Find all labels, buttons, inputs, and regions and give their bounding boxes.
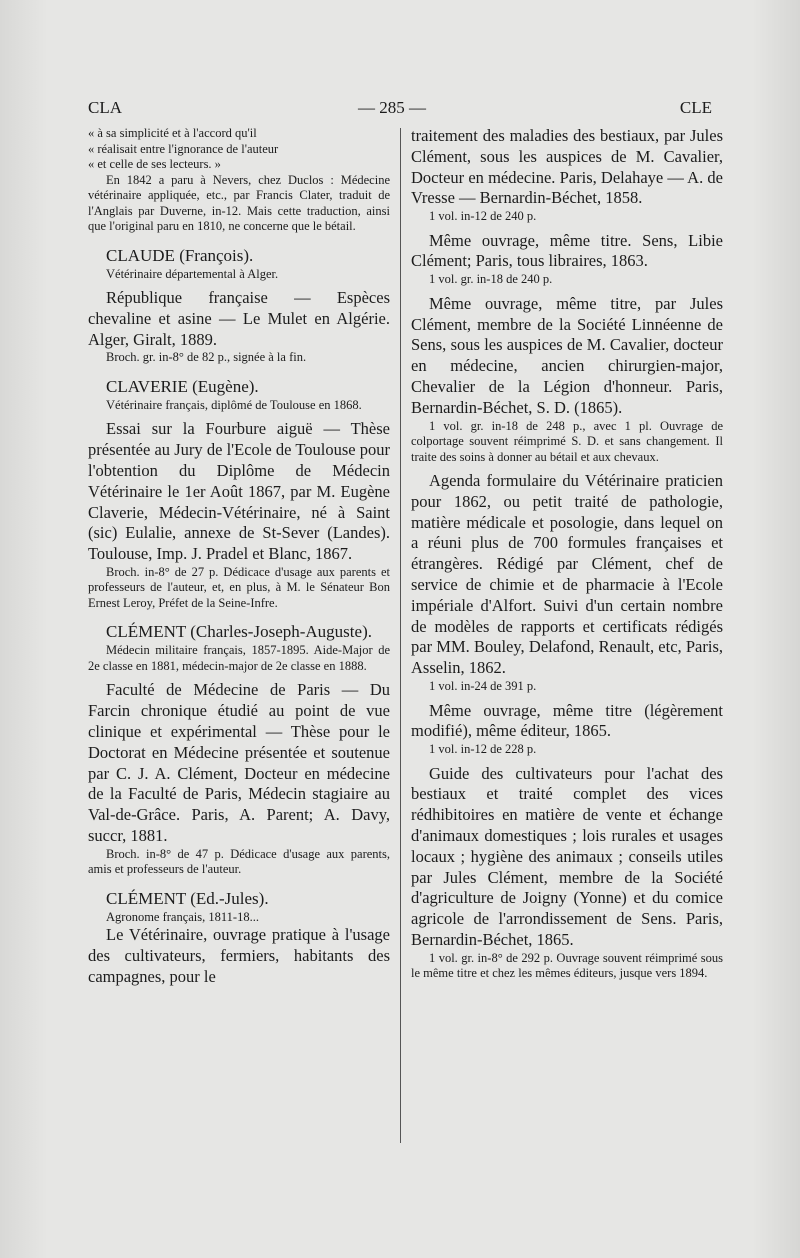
work-note: Broch. gr. in-8° de 82 p., signée à la fin.	[106, 350, 307, 365]
work-note: 1 vol. gr. in-18 de 240 p.	[429, 272, 553, 287]
work-entry: Même ouvrage, même titre. Sens, Libie Clément; Paris, tous libraires, 1863.	[411, 230, 723, 271]
quote-line: « réalisait entre l'ignorance de l'auteur	[88, 141, 279, 156]
work-entry: Le Vétérinaire, ouvrage pratique à l'usage des cultivateurs, fermiers, habitants des campagnes, pour le	[88, 925, 390, 986]
work-entry: Même ouvrage, même titre, par Jules Clément, membre de la Société Linnéenne de Sens, sous les auspices de M. Cavalier, docteur en médecine, ancien chirurgien-major, Chevalier de la Légion d'honneur. Paris, Bernardin-Béchet, S. D. (1865).	[411, 293, 723, 417]
author-description: Vétérinaire départemental à Alger.	[106, 266, 279, 281]
author-heading: CLÉMENT (Charles-Joseph-Auguste).	[106, 622, 372, 642]
author-description: Vétérinaire français, diplômé de Toulouse en 1868.	[106, 397, 362, 412]
work-entry: Même ouvrage, même titre (légèrement modifié), même éditeur, 1865.	[411, 700, 723, 741]
nevers-note: En 1842 a paru à Nevers, chez Duclos : Médecine vétérinaire appliquée, etc., par Francis Clater, traduit de l'Anglais par Duverne, in-12. Mais cette traduction, ainsi que l'original paru en 1810, ne concerne que le bétail.	[88, 172, 390, 233]
work-note: 1 vol. in-24 de 391 p.	[429, 679, 537, 694]
work-note: Broch. in-8° de 27 p. Dédicace d'usage aux parents et professeurs de l'auteur, et, en plus, à M. le Sénateur Bon Ernest Leroy, Préfet de la Seine-Infre.	[88, 564, 390, 610]
author-description: Médecin militaire français, 1857-1895. Aide-Major de 2e classe en 1881, médecin-major de 2e classe en 1888.	[88, 643, 390, 673]
quote-line: « à sa simplicité et à l'accord qu'il	[88, 126, 257, 140]
author-heading: CLAVERIE (Eugène).	[106, 376, 259, 396]
column-divider	[400, 128, 401, 1143]
work-entry: Guide des cultivateurs pour l'achat des bestiaux et traité complet des vices rédhibitoires en matière de vente et échange d'animaux domestiques ; lois rurales et usages locaux ; hygiène des animaux ; conseils utiles par Jules Clément, membre de la Société d'agriculture de Joigny (Yonne) et du comice agricole de l'arrondissement de Sens. Paris, Bernardin-Béchet, 1865.	[411, 763, 723, 949]
work-note: Broch. in-8° de 47 p. Dédicace d'usage aux parents, amis et professeurs de l'auteur.	[88, 846, 390, 877]
running-header	[88, 98, 712, 124]
work-entry: traitement des maladies des bestiaux, par Jules Clément, sous les auspices de M. Cavalier, Docteur en médecine. Paris, Delahaye — A. de Vresse — Bernardin-Béchet, 1858.	[411, 126, 723, 208]
work-entry: République française — Espèces chevaline et asine — Le Mulet en Algérie. Alger, Giralt, 1889.	[88, 288, 390, 349]
header-left: CLA	[88, 98, 122, 117]
work-note: 1 vol. gr. in-8° de 292 p. Ouvrage souvent réimprimé sous le même titre et chez les mêmes éditeurs, jusque vers 1894.	[411, 950, 723, 981]
author-description: Agronome français, 1811-18...	[106, 909, 259, 924]
header-right: CLE	[679, 98, 712, 117]
right-column	[411, 126, 723, 982]
work-entry: Agenda formulaire du Vétérinaire praticien pour 1862, ou petit traité de pathologie, matière médicale et posologie, dans lequel on a réuni plus de 700 formules françaises et étrangères. Rédigé par Clément, chef de service de chimie et de pharmacie à l'Ecole impériale d'Alfort. Suivi d'un certain nombre de modèles de rapports et certificats rédigés par MM. Bouley, Delafond, Renault, etc, Paris, Asselin, 1862.	[411, 471, 723, 678]
left-column	[88, 126, 390, 988]
work-note: 1 vol. in-12 de 228 p.	[429, 742, 537, 757]
page-number: — 285 —	[358, 98, 426, 117]
work-entry: Essai sur la Fourbure aiguë — Thèse présentée au Jury de l'Ecole de Toulouse pour l'obtention du Diplôme de Médecin Vétérinaire le 1er Août 1867, par M. Eugène Claverie, Médecin-Vétérinaire, né à Saint (sic) Eulalie, annexe de St-Sever (Landes). Toulouse, Imp. J. Pradel et Blanc, 1867.	[88, 419, 390, 564]
work-note: 1 vol. gr. in-18 de 248 p., avec 1 pl. Ouvrage de colportage souvent réimprimé S. D. et sans changement. Il traite des soins à donner au bétail et aux chevaux.	[411, 418, 723, 464]
author-heading: CLAUDE (François).	[106, 245, 254, 265]
quote-line: « et celle de ses lecteurs. »	[88, 157, 221, 171]
author-heading: CLÉMENT (Ed.-Jules).	[106, 888, 269, 908]
work-entry: Faculté de Médecine de Paris — Du Farcin chronique étudié au point de vue clinique et expérimental — Thèse pour le Doctorat en Médecine présentée et soutenue par C. J. A. Clément, Docteur en médecine de la Faculté de Paris, Médecin stagiaire au Val-de-Grâce. Paris, A. Parent; A. Davy, succr, 1881.	[88, 680, 390, 846]
work-note: 1 vol. in-12 de 240 p.	[429, 209, 537, 224]
